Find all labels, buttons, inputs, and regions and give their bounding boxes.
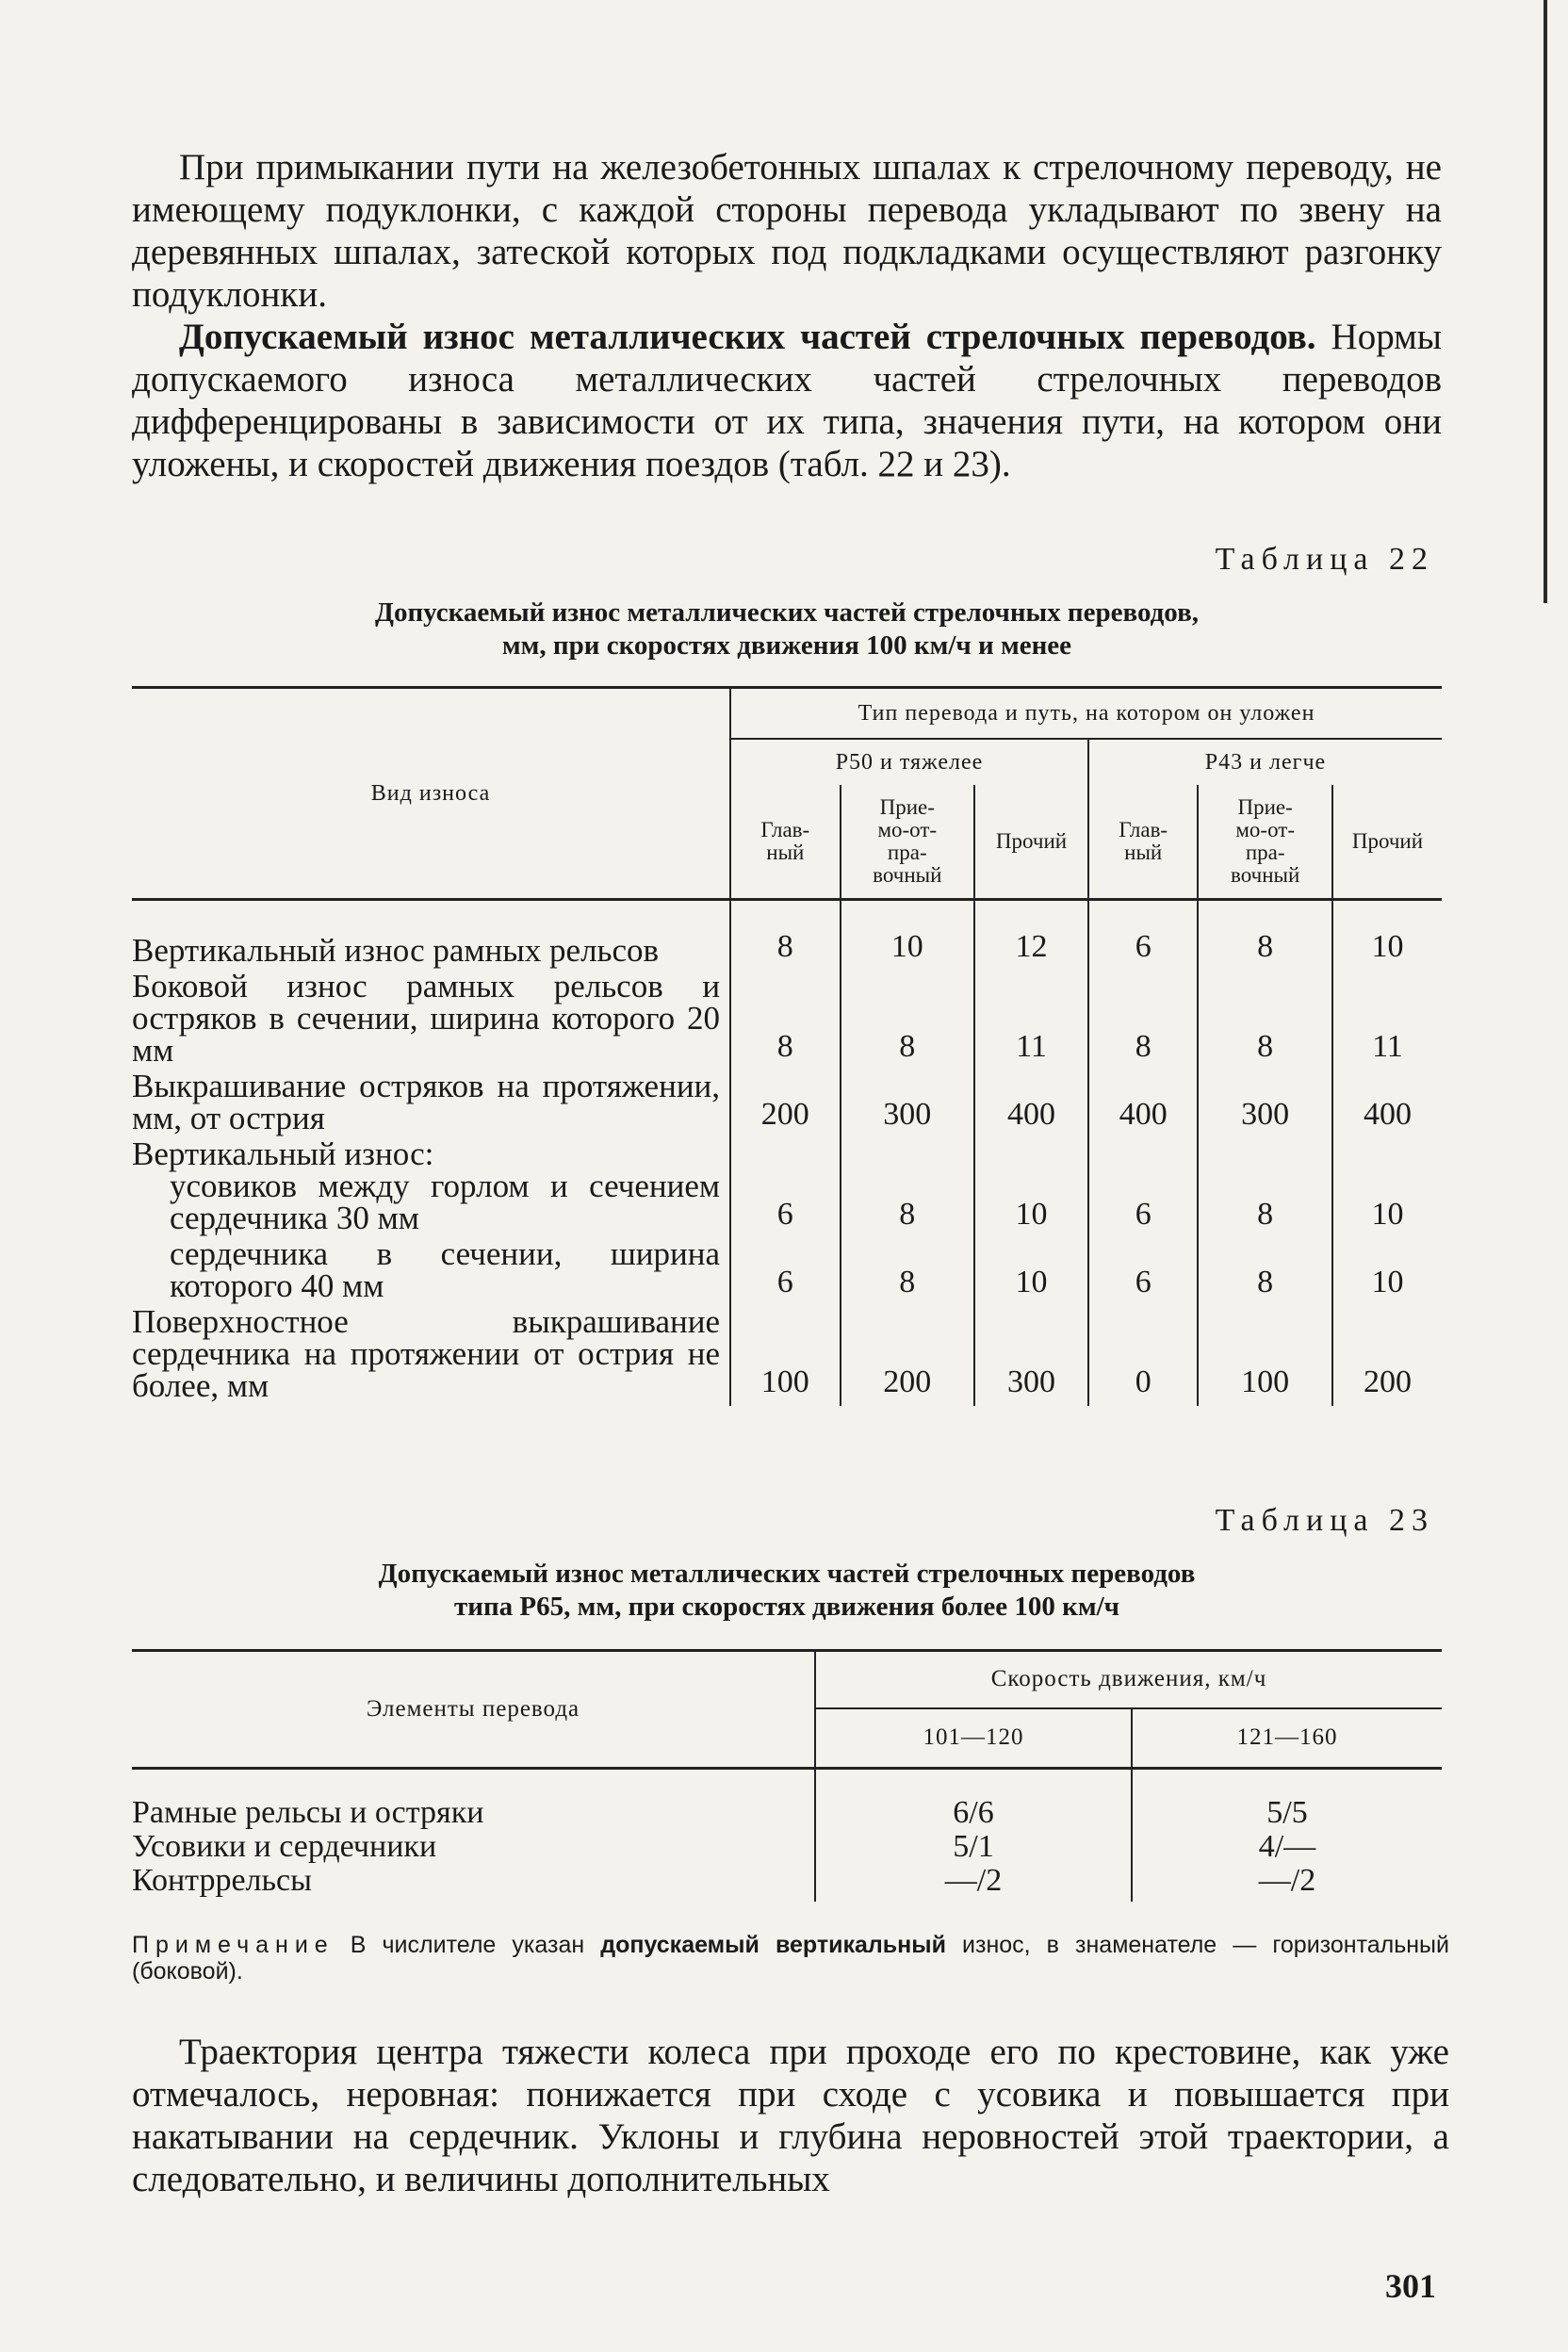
- row-label: [132, 1235, 730, 1306]
- header-col-receiving-1: Прие- мо-от- пра- вочный: [841, 785, 974, 900]
- cell: 4/—: [1132, 1830, 1442, 1864]
- table-row: [132, 1306, 1442, 1406]
- cell: 8: [841, 1238, 974, 1306]
- cell: 6: [1088, 900, 1199, 972]
- paragraph-3: Траектория центра тяжести колеса при проходе его по крестовине, как уже отмечалось, неровная: понижается при сходе с усовика и повышается при накатывании на сердечник. Уклоны и глубина неровностей этой траектории, а следовательно, и величины дополнительных: [132, 2032, 1449, 2199]
- page-number: 301: [1385, 2267, 1436, 2305]
- header-vid-iznosa: Вид износа: [132, 688, 730, 900]
- cell: 10: [841, 900, 974, 972]
- cell: 11: [974, 971, 1088, 1070]
- row-label: Контррельсы: [132, 1863, 312, 1898]
- cell: 10: [974, 1238, 1088, 1306]
- note-text-a: В числителе указан: [350, 1932, 585, 1958]
- cell: 8: [1198, 900, 1331, 972]
- table-row: [132, 1138, 1442, 1238]
- table-row: [132, 1769, 1442, 1831]
- note-heading: Примечание: [132, 1932, 335, 1958]
- row-label: Выкрашивание остряков на протяжении, мм, от острия: [132, 1068, 721, 1136]
- cell: 300: [974, 1306, 1088, 1406]
- header-speed: Скорость движения, км/ч: [815, 1651, 1442, 1708]
- table-23-title: [132, 1558, 1442, 1624]
- cell: 8: [730, 971, 841, 1070]
- header-col-other-2: Прочий: [1332, 785, 1442, 900]
- header-p43: Р43 и легче: [1088, 739, 1442, 785]
- header-speed-121-160: 121—160: [1132, 1708, 1442, 1769]
- row-label-sub: усовиков между горлом и сечением сердечника 30 мм: [170, 1168, 721, 1236]
- cell: 0: [1088, 1306, 1199, 1406]
- row-label: Усовики и сердечники: [132, 1829, 437, 1864]
- row-label-group: Вертикальный износ:: [132, 1135, 434, 1172]
- cell: —/2: [815, 1864, 1132, 1902]
- table-row: [132, 1070, 1442, 1138]
- cell: 10: [1332, 900, 1442, 972]
- row-label-sub: сердечника в сечении, ширина которого 40 мм: [170, 1235, 721, 1304]
- cell: 8: [1198, 1138, 1331, 1238]
- cell: 300: [1198, 1070, 1331, 1138]
- cell: 8: [1198, 971, 1331, 1070]
- table-23-title-line-1: Допускаемый износ металлических частей стрелочных переводов: [378, 1559, 1196, 1589]
- table-note: [132, 1932, 1449, 1984]
- cell: 5/1: [815, 1830, 1132, 1864]
- cell: 5/5: [1132, 1769, 1442, 1831]
- cell: 10: [974, 1138, 1088, 1238]
- table-row: [132, 971, 1442, 1070]
- paragraph-2: [132, 316, 1442, 485]
- header-speed-101-120: 101—120: [815, 1708, 1132, 1769]
- cell: 6: [1088, 1238, 1199, 1306]
- cell: —/2: [1132, 1864, 1442, 1902]
- row-label: Вертикальный износ рамных рельсов: [132, 932, 660, 969]
- cell: 100: [730, 1306, 841, 1406]
- table-22-title: [132, 596, 1442, 662]
- cell: 100: [1198, 1306, 1331, 1406]
- header-type-group: Тип перевода и путь, на котором он уложен: [730, 688, 1442, 740]
- table-22-caption: Таблица 22: [1215, 542, 1434, 577]
- paragraph-1: При примыкании пути на железобетонных шпалах к стрелочному переводу, не имеющему подуклонки, с каждой стороны перевода укладывают по звену на деревянных шпалах, затеской которых под подкладками осуществляют разгонку подуклонки.: [132, 147, 1442, 315]
- paragraph-2-body: Нормы допускаемого износа металлических частей стрелочных переводов дифференцированы в зависимости от их типа, значения пути, на котором они уложены, и скоростей движения поездов (табл. 22 и 23).: [132, 317, 1442, 484]
- table-row: [132, 1238, 1442, 1306]
- cell: 12: [974, 900, 1088, 972]
- cell: 300: [841, 1070, 974, 1138]
- cell: 11: [1332, 971, 1442, 1070]
- cell: 200: [1332, 1306, 1442, 1406]
- header-col-main-1: Глав- ный: [730, 785, 841, 900]
- table-23: [132, 1649, 1442, 1902]
- cell: 8: [841, 1138, 974, 1238]
- cell: 200: [730, 1070, 841, 1138]
- table-row: [132, 900, 1442, 972]
- table-23-caption: Таблица 23: [1215, 1503, 1434, 1538]
- cell: 400: [1332, 1070, 1442, 1138]
- cell: 6: [730, 1138, 841, 1238]
- table-22-title-line-2: мм, при скоростях движения 100 км/ч и менее: [501, 630, 1072, 661]
- cell: 10: [1332, 1238, 1442, 1306]
- cell: 10: [1332, 1138, 1442, 1238]
- row-label: [132, 1135, 730, 1238]
- cell: 400: [1088, 1070, 1199, 1138]
- note-text-b: допускаемый вертикальный: [600, 1932, 946, 1958]
- header-col-main-2: Глав- ный: [1088, 785, 1199, 900]
- row-label: Боковой износ рамных рельсов и остряков в сечении, ширина которого 20 мм: [132, 968, 721, 1069]
- cell: 8: [730, 900, 841, 972]
- cell: 6/6: [815, 1769, 1132, 1831]
- header-elements: Элементы перевода: [132, 1651, 815, 1769]
- cell: 8: [1198, 1238, 1331, 1306]
- header-col-receiving-2: Прие- мо-от- пра- вочный: [1198, 785, 1331, 900]
- header-p50: Р50 и тяжелее: [730, 739, 1088, 785]
- table-22: [132, 686, 1442, 1406]
- cell: 6: [1088, 1138, 1199, 1238]
- page-edge-line: [1544, 0, 1547, 603]
- table-23-title-line-2: типа Р65, мм, при скоростях движения более 100 км/ч: [454, 1592, 1119, 1622]
- cell: 400: [974, 1070, 1088, 1138]
- table-22-title-line-1: Допускаемый износ металлических частей стрелочных переводов,: [375, 597, 1199, 628]
- cell: 6: [730, 1238, 841, 1306]
- row-label: Рамные рельсы и остряки: [132, 1795, 484, 1830]
- note-text-c: износ, в знаменателе — горизонтальный (боковой).: [132, 1932, 1449, 1984]
- table-row: [132, 1830, 1442, 1864]
- paragraph-2-heading: Допускаемый износ металлических частей стрелочных переводов.: [179, 317, 1316, 357]
- cell: 200: [841, 1306, 974, 1406]
- cell: 8: [841, 971, 974, 1070]
- row-label: Поверхностное выкрашивание сердечника на протяжении от острия не более, мм: [132, 1303, 721, 1404]
- header-col-other-1: Прочий: [974, 785, 1088, 900]
- cell: 8: [1088, 971, 1199, 1070]
- table-row: [132, 1864, 1442, 1902]
